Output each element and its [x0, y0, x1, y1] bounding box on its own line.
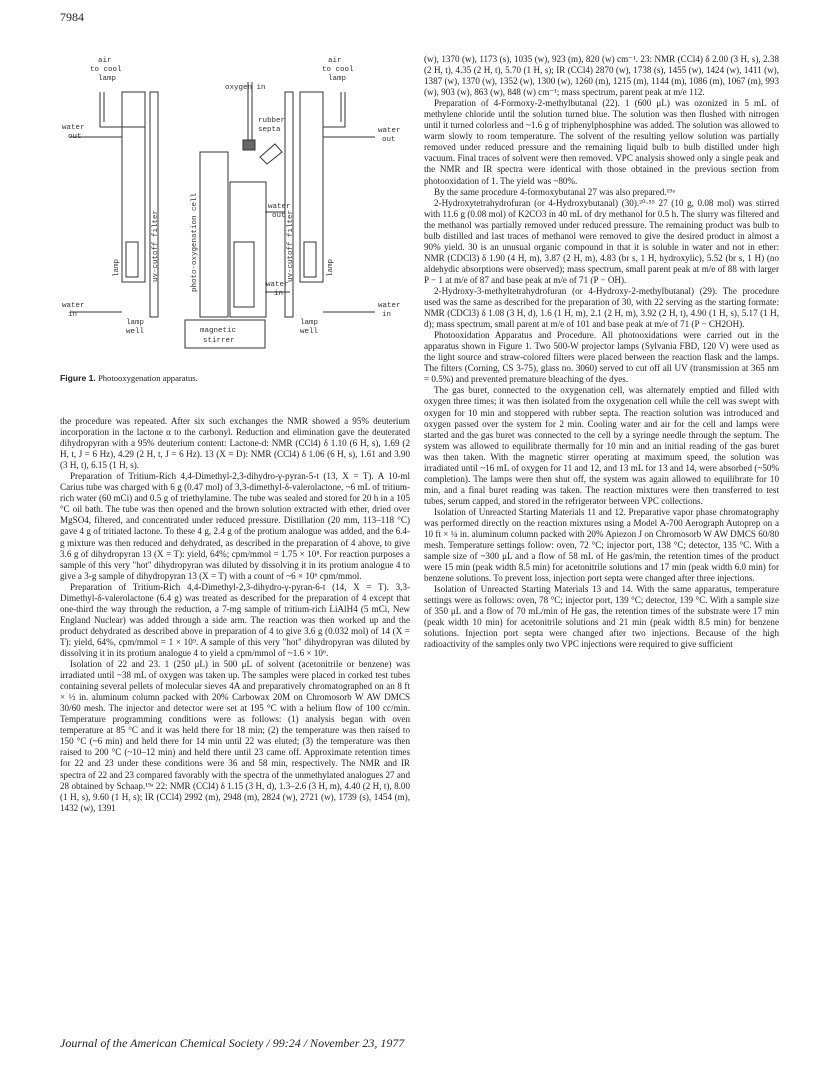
label-water-out-center-2: out — [272, 212, 286, 220]
label-water-in-center-1: water — [266, 281, 289, 289]
label-water-out-right-1: water — [378, 127, 401, 135]
rubber-septum — [243, 140, 255, 150]
apparatus-diagram — [60, 52, 410, 352]
paragraph: (w), 1370 (w), 1173 (s), 1035 (w), 923 (m), 820 (w) cm⁻¹. 23: NMR (CCl4) δ 2.00 (3 H, s), 2.38 (2 H, t), 4.35 (2 H, t), 5.70 (1 H, s); IR (CCl4) 2870 (w), 1738 (s), 1455 (w), 1424 (w), 1411 (w), 1387 (w), 1370 (w), 1352 (w), 1300 (w), 1260 (m), 1215 (m), 1144 (m), 1086 (m), 1067 (m), 993 (w), 903 (w), 863 (w), 848 (w) cm⁻¹; mass spectrum, parent peak at m/e 112. — [424, 54, 779, 98]
cell-water-jacket — [230, 182, 266, 317]
label-lamp-vertical-right: lamp — [327, 258, 335, 277]
caption-label: Figure 1. — [60, 373, 96, 383]
label-rubber: rubber — [258, 117, 286, 125]
paragraph: Isolation of Unreacted Starting Materials 11 and 12. Preparative vapor phase chromatography was performed directly on the reaction mixtures using a Model A-700 Aerograph Autoprep on a 10 ft × ¼ in. aluminum column packed with 20% Apiezon J on Chromosorb W AW DMCS 60/80 mesh. Temperature settings follow: oven, 72 °C; injector port, 138 °C; detector, 135 °C. With a sample size of ~300 μL and a flow of 58 mL of He gas/min, the retention times of the product were 15 min (peak width 8.5 min) for acetonitrile solutions and 17 min (peak width 6.0 min) for benzene solutions. To prevent loss, injection port septa were changed after three injections. — [424, 506, 779, 584]
side-arm-septum — [260, 144, 282, 164]
paragraph: Preparation of Tritium-Rich 4,4-Dimethyl-2,3-dihydro-γ-pyran-6-t (14, X = T). 3,3-Dimethyl-δ-valerolactone (6.4 g) was treated as described for the preparation of 4 except that one-third the way through the reduction, a 7-mg sample of tritium-rich LiAlH4 (5 mCi, New England Nuclear) was added through a side arm. The reaction was then worked up and the product dehydrated as described above in preparation of 4 to give 3.6 g (0.032 mol) of 14 (X = T): yield, 64%, cpm/mmol = 1 × 10⁹. A sample of this very "hot" dihydropyran was diluted by dissolving it in its protium analogue 4 to yield a cpm/mmol of ~1.6 × 10⁶. — [60, 581, 410, 658]
label-water-out-left-1: water — [62, 124, 85, 132]
left-column — [60, 416, 410, 814]
label-lamp-well-left-2: well — [126, 328, 145, 336]
label-photo-cell: photo-oxygenation cell — [191, 192, 199, 292]
label-uv-filter-right: uv-cutoff filter — [287, 209, 295, 282]
label-air-right: air — [328, 57, 342, 65]
paragraph: Isolation of Unreacted Starting Materials 13 and 14. With the same apparatus, temperature settings were as follows: oven, 78 °C; injector port, 139 °C; detector, 139 °C. With a sample size of 350 μL and a flow of 70 mL/min of He gas, the retention times of the substrate were 17 min (peak width 10 min) for acetonitrile solutions and 21 min (peak width 8.5 min) for benzene solutions. Injection port septa were changed after two injections. Because of the high radioactivity of the samples only two VPC injections were required to give sufficient — [424, 584, 779, 650]
paragraph: 2-Hydroxytetrahydrofuran (or 4-Hydroxybutanal) (30).²⁰·⁵⁵ 27 (10 g, 0.08 mol) was stirred with 11.6 g (0.08 mol) of K2CO3 in 40 mL of dry methanol for 0.5 h. The slurry was filtered and the methanol was partially removed under reduced pressure. The remaining product was bulb to bulb distilled and last traces of methanol were removed to give the desired product in almost a 90% yield. 30 is an unusual organic compound in that it is soluble in water and not in ether: NMR (CDCl3) δ 1.90 (4 H, m), 3.87 (2 H, m), 4.83 (br s, 1 H, hydroxylic), 5.52 (br s, 1 H) (no aldehydic absorptions were observed); mass spectrum, small parent peak at m/e of 88 with larger P − 1 at m/e of 87 and base peak at m/e of 71 (P − OH). — [424, 197, 779, 285]
label-air-left: air — [98, 57, 112, 65]
paragraph: the procedure was repeated. After six such exchanges the NMR showed a 95% deuterium incorporation in the lactone α to the carbonyl. Reduction and elimination gave the deuterated dihydropyran with a 95% deuterium content: Lactone-d: NMR (CCl4) δ 1.10 (6 H, s), 1.69 (2 H, t, J = 6 Hz), 4.29 (2 H, t, J = 6 Hz). 13 (X = D): NMR (CCl4) δ 1.06 (6 H, s), 1.61 and 3.90 (3 H, t), 6.15 (1 H, s). — [60, 416, 410, 471]
paragraph: Preparation of Tritium-Rich 4,4-Dimethyl-2,3-dihydro-γ-pyran-5-t (13, X = T). A 10-ml Carius tube was charged with 6 g (0.47 mol) of 3,3-dimethyl-δ-valerolactone, ~6 mL of tritium-rich water (60 mCi) and 0.5 g of triethylamine. The tube was sealed and stored for 20 h in a 105 °C oil bath. The tube was then opened and the brown solution extracted with ether, dried over MgSO4, filtered, and concentrated under reduced pressure. Distillation (20 mm, 113–118 °C) gave 4 g of tritiated lactone. To these 4 g, 2.4 g of the protium analogue was added, and the 6.4-g mixture was then reduced and dehydrated, as described in the preparation of 4 above, to give 3.6 g of dihydropyran 13 (X = T): yield, 64%; cpm/mmol = 1.75 × 10⁸. For reaction purposes a sample of this very "hot" dihydropyran was diluted by dissolving it in its protium analogue 4 to give a 3-g sample of dihydropyran 13 (X = T) with a count of ~6 × 10⁶ cpm/mmol. — [60, 471, 410, 581]
right-column — [424, 54, 779, 651]
figure-photooxygenation-apparatus — [60, 52, 410, 352]
paragraph: 2-Hydroxy-3-methyltetrahydrofuran (or 4-Hydroxy-2-methylbutanal) (29). The procedure used was the same as described for the preparation of 30, with 22 serving as the starting formate: NMR (CDCl3) δ 1.08 (3 H, d), 1.6 (1 H, m), 2.1 (2 H, m), 3.92 (2 H, t), 4.90 (1 H, s), 5.17 (1 H, d); mass spectrum, small parent at m/e of 101 and base peak at m/e of 71 (P − CH2OH). — [424, 285, 779, 330]
left-lamp-well — [122, 92, 145, 282]
label-lamp-well-right-2: well — [300, 328, 319, 336]
label-stirrer: stirrer — [203, 337, 235, 345]
paragraph: Isolation of 22 and 23. 1 (250 μL) in 500 μL of solvent (acetonitrile or benzene) was irradiated until ~38 mL of oxygen was taken up. The samples were placed in corked test tubes containing several pellets of molecular sieves 4A and preparatively chromatographed on an 8 ft × ½ in. aluminum column packed with 20% Carbowax 20M on Chromosorb W AW DMCS 30/60 mesh. The injector and detector were set at 195 °C with a helium flow of 100 cc/min. Temperature programming conditions were as follows: (1) analysis began with oven temperature at 85 °C and it was held there for 18 min; (2) the temperature was then raised to 150 °C (~6 min) and held there for 14 min until 22 was eluted; (3) the temperature was then raised to 200 °C (~10–12 min) and held there until 23 came off. Approximate retention times for 22 and 23 under these conditions were 36 and 58 min, respectively. The NMR and IR spectra of 22 and 23 compared favorably with the spectra of the unmethylated analogues 27 and 28 obtained by Schaap.¹⁹ᵃ 22: NMR (CCl4) δ 1.15 (3 H, d), 1.3–2.6 (3 H, m), 4.40 (2 H, t), 8.00 (1 H, s), 9.60 (1 H, s); IR (CCl4) 2992 (m), 2948 (m), 2824 (w), 2721 (w), 1739 (s), 1454 (m), 1432 (w), 1391 — [60, 659, 410, 813]
label-water-in-left-2: in — [68, 311, 78, 319]
stir-bar-chamber — [234, 242, 254, 307]
label-septa: septa — [258, 126, 281, 134]
label-water-in-left-1: water — [62, 302, 85, 310]
label-to-cool-right: to cool — [322, 66, 354, 74]
label-water-in-center-2: in — [274, 290, 284, 298]
left-uv-filter — [150, 92, 158, 317]
paragraph: The gas buret, connected to the oxygenation cell, was alternately emptied and filled with oxygen three times; it was then isolated from the oxygenation cell while the cell was swept with oxygen for 10 min and stoppered with rubber septa. The reaction solution was introduced and oxygen passed over the system for 2 min. Cooling water and air for the cell and lamps were started and the gas buret was connected to the cell by a syringe needle through the septum. The system was allowed to equilibrate thermally for 10 min and an initial reading of the gas buret was then taken. With the magnetic stirrer operating at maximum speed, the solution was irradiated until ~16 mL of oxygen for 11 and 12, and 13 mL for 13 and 14, were absorbed (~50% completion). The lamps were then shut off, the system was again allowed to equilibrate for 10 min, and a final buret reading was taken. The reaction mixtures were then transferred to test tubes, serum capped, and stored in the refrigerator between VPC collections. — [424, 385, 779, 506]
caption-text: Photooxygenation apparatus. — [95, 373, 198, 383]
paragraph: Photooxidation Apparatus and Procedure. All photooxidations were carried out in the apparatus shown in Figure 1. Two 500-W projector lamps (Sylvania FBD, 120 V) were used as the light source and straw-colored filters were placed between the reaction flask and the lamps. The filters (Corning, CS 3-75), glass no. 3060) served to cut off all UV (transmission at 365 nm = 0.5%) and prevented premature bleaching of the dyes. — [424, 330, 779, 385]
right-lamp-tube — [323, 92, 345, 127]
right-lamp-well — [300, 92, 323, 282]
right-lamp-bulb — [304, 242, 316, 277]
paragraph: Preparation of 4-Formoxy-2-methylbutanal (22). 1 (600 μL) was ozonized in 5 mL of methylene chloride until the solution turned blue. The solution was then flushed with nitrogen until it turned colorless and ~1.6 g of triphenylphosphine was added. The solution was allowed to warm slowly to room temperature. The solvent of the resulting yellow solution was partially removed under reduced pressure and the remaining liquid bulb to bulb distilled under high vacuum. Final traces of solvent were then removed. VPC analysis showed only a single peak and the NMR and IR spectra were identical with those obtained in the previous section from photooxidation of 1. The yield was ~80%. — [424, 98, 779, 186]
label-lamp-left: lamp — [98, 75, 117, 83]
page-number: 7984 — [60, 10, 84, 24]
label-oxygen-in: oxygen in — [225, 84, 266, 92]
left-lamp-bulb — [126, 242, 138, 277]
label-water-out-left-2: out — [68, 133, 82, 141]
label-water-out-center-1: water — [268, 203, 291, 211]
label-to-cool-left: to cool — [90, 66, 122, 74]
label-lamp-right: lamp — [328, 75, 347, 83]
label-lamp-well-left-1: lamp — [126, 319, 145, 327]
journal-footer: Journal of the American Chemical Society / 99:24 / November 23, 1977 — [60, 1036, 405, 1050]
label-lamp-vertical-left: lamp — [113, 258, 121, 277]
label-magnetic: magnetic — [200, 327, 237, 335]
label-water-out-right-2: out — [382, 136, 396, 144]
label-water-in-right-1: water — [378, 302, 401, 310]
label-lamp-well-right-1: lamp — [300, 319, 319, 327]
figure-caption — [60, 373, 410, 383]
label-water-in-right-2: in — [382, 311, 392, 319]
paragraph: By the same procedure 4-formoxybutanal 27 was also prepared.¹⁹ᵃ — [434, 186, 675, 197]
label-uv-filter-left: uv-cutoff filter — [152, 209, 160, 282]
photo-oxygenation-cell — [200, 152, 228, 317]
